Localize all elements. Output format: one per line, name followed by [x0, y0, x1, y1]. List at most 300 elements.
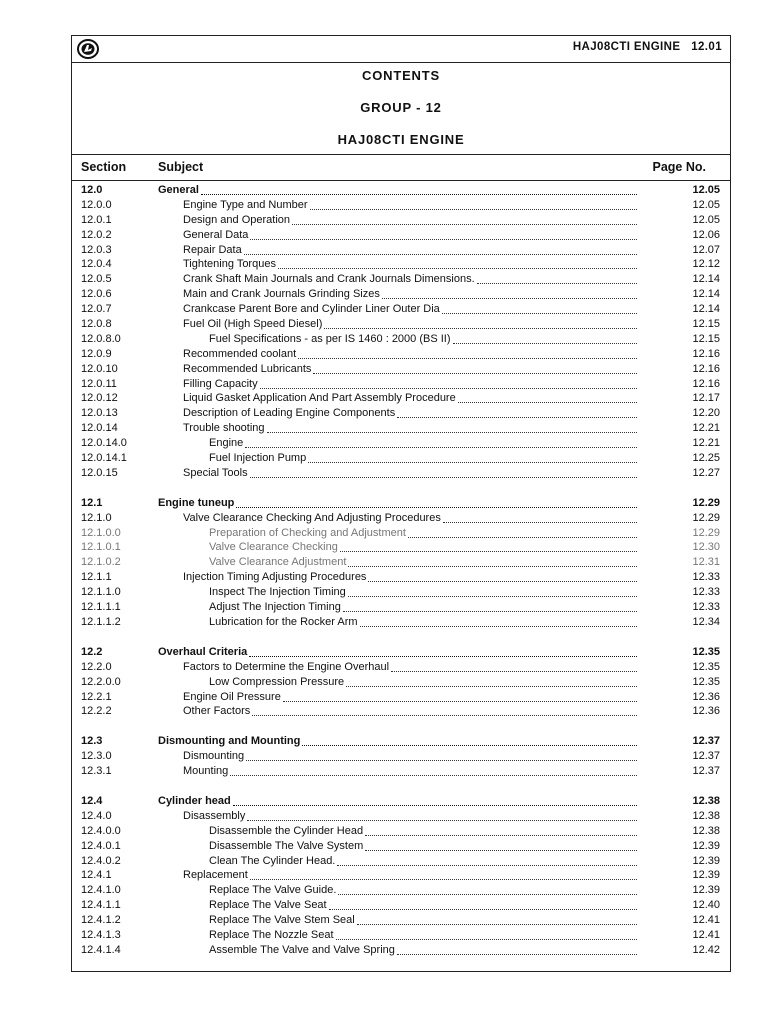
toc-page-number: 12.38	[692, 824, 720, 837]
toc-subject-text: Lubrication for the Rocker Arm	[209, 615, 358, 628]
dot-leader	[365, 840, 637, 851]
toc-page-number: 12.35	[692, 660, 720, 673]
toc-subject	[183, 272, 637, 287]
toc-section-number: 12.4.1.1	[81, 899, 121, 912]
dot-leader	[346, 676, 637, 687]
column-page: Page No.	[652, 160, 706, 174]
toc-entry[interactable]	[72, 839, 730, 854]
toc-subject	[209, 615, 637, 630]
toc-section-number: 12.0.7	[81, 303, 112, 316]
toc-subject-text: Dismounting and Mounting	[158, 735, 301, 748]
toc-subject	[209, 928, 637, 943]
toc-page-number: 12.14	[692, 288, 720, 301]
dot-leader	[249, 646, 637, 657]
toc-subject	[209, 898, 637, 913]
toc-page-number: 12.42	[692, 943, 720, 956]
toc-section-number: 12.1.0.0	[81, 526, 121, 539]
toc-subject-text: Adjust The Injection Timing	[209, 601, 341, 614]
toc-subject	[209, 600, 637, 615]
toc-page-number: 12.05	[692, 213, 720, 226]
page-header	[72, 36, 730, 63]
toc-subject-text: Main and Crank Journals Grinding Sizes	[183, 288, 380, 301]
toc-page-number: 12.16	[692, 347, 720, 360]
toc-entry[interactable]	[72, 421, 730, 436]
toc-subject	[209, 526, 637, 541]
toc-subject-text: Valve Clearance Checking	[209, 541, 338, 554]
toc-entry[interactable]	[72, 704, 730, 719]
dot-leader	[244, 244, 637, 255]
dot-leader	[368, 571, 637, 582]
toc-page-number: 12.05	[692, 198, 720, 211]
toc-page-number: 12.12	[692, 258, 720, 271]
toc-subject	[209, 675, 637, 690]
dot-leader	[453, 333, 637, 344]
toc-entry[interactable]	[72, 555, 730, 570]
toc-subject-text: Disassembly	[183, 809, 246, 822]
toc-subject-text: Disassemble the Cylinder Head	[209, 824, 364, 837]
toc-subject-text: Replace The Valve Guide.	[209, 884, 337, 897]
toc-section-number: 12.1.1.0	[81, 586, 121, 599]
toc-subject	[158, 496, 637, 511]
toc-page-number: 12.31	[692, 556, 720, 569]
toc-entry[interactable]	[72, 585, 730, 600]
dot-leader	[230, 765, 637, 776]
toc-subject	[183, 287, 637, 302]
toc-entry[interactable]	[72, 854, 730, 869]
toc-page-number: 12.27	[692, 466, 720, 479]
toc-subject-text: Engine tuneup	[158, 496, 235, 509]
toc-subject	[183, 704, 637, 719]
toc-subject	[158, 794, 637, 809]
toc-entry[interactable]	[72, 466, 730, 481]
toc-subject-text: Clean The Cylinder Head.	[209, 854, 336, 867]
toc-entry[interactable]	[72, 928, 730, 943]
toc-entry[interactable]	[72, 615, 730, 630]
dot-leader	[365, 825, 637, 836]
toc-section-number: 12.0.13	[81, 407, 118, 420]
toc-page-number: 12.14	[692, 273, 720, 286]
toc-section-number: 12.4.0.0	[81, 824, 121, 837]
toc-subject	[209, 555, 637, 570]
toc-section-number: 12.1.1	[81, 571, 112, 584]
toc-subject	[183, 466, 637, 481]
toc-entry[interactable]	[72, 600, 730, 615]
dot-leader	[336, 929, 637, 940]
dot-leader	[348, 586, 637, 597]
toc-entry[interactable]	[72, 690, 730, 705]
dot-leader	[477, 273, 637, 284]
header-page-number: 12.01	[691, 41, 722, 53]
dot-leader	[397, 407, 637, 418]
toc-subject-text: Replace The Nozzle Seat	[209, 928, 334, 941]
toc-page-number: 12.16	[692, 377, 720, 390]
toc-page-number: 12.39	[692, 869, 720, 882]
toc-subject	[183, 868, 637, 883]
contents-heading: CONTENTS	[362, 68, 440, 83]
toc-entry[interactable]	[72, 540, 730, 555]
toc-subject-text: Repair Data	[183, 243, 242, 256]
toc-subject-text: Filling Capacity	[183, 377, 258, 390]
toc-subject-text: Special Tools	[183, 466, 248, 479]
toc-subject	[183, 511, 637, 526]
dot-leader	[324, 318, 637, 329]
toc-section-number: 12.0.8	[81, 318, 112, 331]
toc-subject	[183, 660, 637, 675]
toc-subject	[183, 570, 637, 585]
dot-leader	[310, 199, 637, 210]
toc-entry[interactable]	[72, 257, 730, 272]
toc-subject	[183, 421, 637, 436]
dot-leader	[338, 884, 637, 895]
toc-page-number: 12.25	[692, 452, 720, 465]
toc-entry[interactable]	[72, 391, 730, 406]
toc-section-number: 12.4.1.0	[81, 884, 121, 897]
toc-subject-text: Factors to Determine the Engine Overhaul	[183, 660, 390, 673]
toc-section-number: 12.3	[81, 735, 103, 748]
toc-subject-text: General Data	[183, 228, 249, 241]
toc-page-number: 12.40	[692, 899, 720, 912]
toc-section-number: 12.1.1.2	[81, 615, 121, 628]
toc-subject	[209, 332, 637, 347]
toc-subject	[209, 585, 637, 600]
toc-subject-text: Replace The Valve Stem Seal	[209, 914, 355, 927]
toc-subject-text: Fuel Specifications - as per IS 1460 : 2000 (BS II)	[209, 332, 451, 345]
toc-subject-text: Tightening Torques	[183, 258, 276, 271]
toc-entry[interactable]	[72, 794, 730, 809]
toc-subject	[183, 257, 637, 272]
toc-section-number: 12.0.14	[81, 422, 118, 435]
column-subject: Subject	[158, 160, 204, 174]
dot-leader	[250, 229, 637, 240]
toc-page-number: 12.16	[692, 362, 720, 375]
dot-leader	[391, 661, 637, 672]
dot-leader	[343, 601, 637, 612]
toc-page-number: 12.33	[692, 571, 720, 584]
toc-entry[interactable]	[72, 287, 730, 302]
toc-page-number: 12.14	[692, 303, 720, 316]
dot-leader	[348, 556, 637, 567]
dot-leader	[442, 303, 637, 314]
toc-section-number: 12.0.12	[81, 392, 118, 405]
toc-entry[interactable]	[72, 645, 730, 660]
toc-subject-text: General	[158, 184, 199, 196]
toc-subject	[158, 734, 637, 749]
toc-subject-text: Engine	[209, 437, 244, 450]
toc-subject-text: Fuel Injection Pump	[209, 452, 307, 465]
toc-subject	[209, 824, 637, 839]
toc-page-number: 12.20	[692, 407, 720, 420]
toc-entry[interactable]	[72, 824, 730, 839]
toc-entry[interactable]	[72, 868, 730, 883]
toc-subject-text: Preparation of Checking and Adjustment	[209, 526, 406, 539]
toc-entry[interactable]	[72, 332, 730, 347]
toc-page-number: 12.33	[692, 601, 720, 614]
toc-section-number: 12.0.15	[81, 466, 118, 479]
toc-page-number: 12.21	[692, 422, 720, 435]
toc-subject-text: Replacement	[183, 869, 248, 882]
toc-page-number: 12.29	[692, 526, 720, 539]
toc-page-number: 12.17	[692, 392, 720, 405]
column-section: Section	[81, 160, 127, 174]
dot-leader	[260, 378, 637, 389]
toc-subject-text: Disassemble The Valve System	[209, 839, 364, 852]
toc-section-number: 12.3.0	[81, 750, 112, 763]
toc-subject-text: Assemble The Valve and Valve Spring	[209, 943, 395, 956]
toc-subject	[209, 839, 637, 854]
dot-leader	[236, 497, 637, 508]
toc-page-number: 12.39	[692, 884, 720, 897]
toc-section-number: 12.0.10	[81, 362, 118, 375]
toc-section-number: 12.4.1.4	[81, 943, 121, 956]
toc-section-number: 12.0.6	[81, 288, 112, 301]
toc-subject-text: Recommended coolant	[183, 347, 297, 360]
toc-subject-text: Mounting	[183, 765, 229, 778]
toc-entry[interactable]	[72, 809, 730, 824]
toc-entry[interactable]	[72, 362, 730, 377]
toc-section-number: 12.0.4	[81, 258, 112, 271]
toc-subject	[183, 228, 637, 243]
toc-section-number: 12.1.0.1	[81, 541, 121, 554]
toc-subject-text: Liquid Gasket Application And Part Assembly Procedure	[183, 392, 456, 405]
column-header-row	[72, 154, 730, 181]
toc-section-number: 12.4.0	[81, 809, 112, 822]
toc-entry[interactable]	[72, 913, 730, 928]
dot-leader	[292, 214, 637, 225]
toc-entry[interactable]	[72, 272, 730, 287]
toc-entry[interactable]	[72, 764, 730, 779]
dot-leader	[252, 705, 637, 716]
toc-section-number: 12.0.8.0	[81, 332, 121, 345]
toc-subject	[183, 809, 637, 824]
header-title	[573, 41, 722, 53]
toc-page-number: 12.39	[692, 854, 720, 867]
toc-subject	[183, 377, 637, 392]
toc-subject-text: Description of Leading Engine Components	[183, 407, 396, 420]
toc-page-number: 12.37	[692, 750, 720, 763]
toc-subject	[209, 943, 637, 958]
toc-subject-text: Recommended Lubricants	[183, 362, 312, 375]
toc-entry[interactable]	[72, 943, 730, 958]
toc-entry[interactable]	[72, 406, 730, 421]
toc-page-number: 12.38	[692, 794, 720, 807]
toc-section-number: 12.1.1.1	[81, 601, 121, 614]
toc-page-number: 12.36	[692, 705, 720, 718]
header-engine-name: HAJ08CTI ENGINE	[572, 41, 681, 53]
toc-section-number: 12.0.11	[81, 377, 117, 390]
dot-leader	[267, 422, 637, 433]
toc-entry[interactable]	[72, 198, 730, 213]
toc-subject	[158, 645, 637, 660]
toc-page-number: 12.21	[692, 437, 720, 450]
dot-leader	[397, 944, 637, 955]
toc-section-number: 12.2.2	[81, 705, 112, 718]
toc-entry[interactable]	[72, 243, 730, 258]
toc-subject	[209, 436, 637, 451]
toc-entry[interactable]	[72, 213, 730, 228]
toc-entry[interactable]	[72, 377, 730, 392]
toc-entry[interactable]	[72, 749, 730, 764]
toc-entry[interactable]	[72, 734, 730, 749]
toc-entry[interactable]	[72, 436, 730, 451]
dot-leader	[302, 735, 637, 746]
toc-page-number: 12.29	[692, 496, 720, 509]
toc-entry[interactable]	[72, 183, 730, 198]
toc-subject	[183, 198, 637, 213]
dot-leader	[408, 527, 637, 538]
toc-subject	[183, 362, 637, 377]
toc-subject-text: Fuel Oil (High Speed Diesel)	[183, 318, 323, 331]
toc-subject-text: Dismounting	[183, 750, 245, 763]
brand-logo-icon	[77, 39, 99, 59]
toc-page-number: 12.38	[692, 809, 720, 822]
dot-leader	[308, 452, 637, 463]
toc-subject	[183, 764, 637, 779]
toc-section-number: 12.2	[81, 645, 103, 658]
toc-section-number: 12.0.14.0	[81, 437, 127, 450]
toc-section-number: 12.0.5	[81, 273, 112, 286]
dot-leader	[360, 616, 637, 627]
toc-subject	[183, 749, 637, 764]
toc-subject-text: Low Compression Pressure	[209, 675, 345, 688]
group-heading: GROUP - 12	[360, 100, 442, 115]
toc-list	[72, 183, 730, 958]
dot-leader	[443, 512, 637, 523]
toc-subject	[209, 913, 637, 928]
toc-entry[interactable]	[72, 317, 730, 332]
toc-subject-text: Crank Shaft Main Journals and Crank Journals Dimensions.	[183, 273, 475, 286]
toc-page-number: 12.35	[692, 675, 720, 688]
toc-subject	[209, 540, 637, 555]
toc-section-number: 12.1.0	[81, 511, 112, 524]
toc-section-number: 12.4.1	[81, 869, 112, 882]
toc-subject-text: Inspect The Injection Timing	[209, 586, 346, 599]
dot-leader	[233, 795, 637, 806]
toc-section-number: 12.4.0.2	[81, 854, 121, 867]
toc-section-number: 12.2.1	[81, 690, 112, 703]
toc-page-number: 12.39	[692, 839, 720, 852]
toc-page-number: 12.15	[692, 318, 720, 331]
page-frame	[71, 35, 731, 972]
toc-subject	[183, 213, 637, 228]
toc-section-number: 12.1	[81, 496, 103, 509]
toc-section-number: 12.4.1.2	[81, 914, 121, 927]
toc-section-number: 12.0.0	[81, 198, 112, 211]
toc-section-number: 12.0.3	[81, 243, 112, 256]
toc-subject-text: Valve Clearance Adjustment	[209, 556, 347, 569]
toc-page-number: 12.37	[692, 765, 720, 778]
toc-subject-text: Trouble shooting	[183, 422, 265, 435]
toc-subject-text: Crankcase Parent Bore and Cylinder Liner Outer Dia	[183, 303, 440, 316]
toc-entry[interactable]	[72, 570, 730, 585]
dot-leader	[337, 855, 637, 866]
toc-entry[interactable]	[72, 883, 730, 898]
toc-subject-text: Cylinder head	[158, 794, 231, 807]
toc-subject-text: Design and Operation	[183, 213, 291, 226]
dot-leader	[250, 467, 637, 478]
toc-section-number: 12.0	[81, 184, 103, 196]
dot-leader	[357, 914, 637, 925]
toc-entry[interactable]	[72, 660, 730, 675]
dot-leader	[250, 869, 637, 880]
toc-section-number: 12.4	[81, 794, 103, 807]
toc-page-number: 12.15	[692, 332, 720, 345]
toc-page-number: 12.05	[692, 184, 720, 196]
toc-subject-text: Replace The Valve Seat	[209, 899, 327, 912]
toc-page-number: 12.06	[692, 228, 720, 241]
toc-subject-text: Engine Oil Pressure	[183, 690, 281, 703]
toc-subject	[183, 406, 637, 421]
toc-page-number: 12.37	[692, 735, 720, 748]
toc-subject	[183, 302, 637, 317]
toc-entry[interactable]	[72, 898, 730, 913]
dot-leader	[382, 288, 637, 299]
toc-subject-text: Valve Clearance Checking And Adjusting Procedures	[183, 511, 441, 524]
toc-entry[interactable]	[72, 496, 730, 511]
toc-subject	[209, 451, 637, 466]
toc-entry[interactable]	[72, 347, 730, 362]
toc-page-number: 12.33	[692, 586, 720, 599]
toc-subject-text: Engine Type and Number	[183, 198, 308, 211]
toc-page-number: 12.07	[692, 243, 720, 256]
toc-subject-text: Overhaul Criteria	[158, 645, 248, 658]
toc-section-number: 12.0.14.1	[81, 452, 127, 465]
dot-leader	[340, 541, 637, 552]
toc-subject	[183, 347, 637, 362]
dot-leader	[313, 363, 637, 374]
toc-section-number: 12.2.0.0	[81, 675, 121, 688]
toc-page-number: 12.36	[692, 690, 720, 703]
toc-subject	[158, 183, 637, 198]
toc-page-number: 12.29	[692, 511, 720, 524]
toc-subject	[183, 317, 637, 332]
toc-subject	[183, 391, 637, 406]
toc-subject-text: Injection Timing Adjusting Procedures	[183, 571, 367, 584]
toc-page-number: 12.41	[692, 914, 720, 927]
toc-subject	[183, 243, 637, 258]
dot-leader	[329, 899, 637, 910]
toc-page-number: 12.35	[692, 645, 720, 658]
toc-page-number: 12.41	[692, 928, 720, 941]
engine-heading: HAJ08CTI ENGINE	[337, 132, 465, 147]
dot-leader	[247, 810, 637, 821]
toc-section-number: 12.1.0.2	[81, 556, 121, 569]
toc-subject-text: Other Factors	[183, 705, 251, 718]
dot-leader	[201, 184, 637, 195]
toc-section-number: 12.0.2	[81, 228, 112, 241]
toc-entry[interactable]	[72, 675, 730, 690]
toc-section-number: 12.3.1	[81, 765, 112, 778]
dot-leader	[278, 258, 637, 269]
toc-entry[interactable]	[72, 451, 730, 466]
toc-section-number: 12.0.9	[81, 347, 112, 360]
toc-subject	[209, 854, 637, 869]
dot-leader	[458, 392, 637, 403]
toc-section-number: 12.4.1.3	[81, 928, 121, 941]
toc-entry[interactable]	[72, 228, 730, 243]
toc-entry[interactable]	[72, 526, 730, 541]
toc-entry[interactable]	[72, 511, 730, 526]
toc-subject	[183, 690, 637, 705]
toc-entry[interactable]	[72, 302, 730, 317]
toc-section-number: 12.2.0	[81, 660, 112, 673]
dot-leader	[283, 691, 637, 702]
toc-section-number: 12.4.0.1	[81, 839, 121, 852]
dot-leader	[246, 750, 637, 761]
toc-page-number: 12.30	[692, 541, 720, 554]
toc-subject	[209, 883, 637, 898]
toc-page-number: 12.34	[692, 615, 720, 628]
dot-leader	[298, 348, 637, 359]
